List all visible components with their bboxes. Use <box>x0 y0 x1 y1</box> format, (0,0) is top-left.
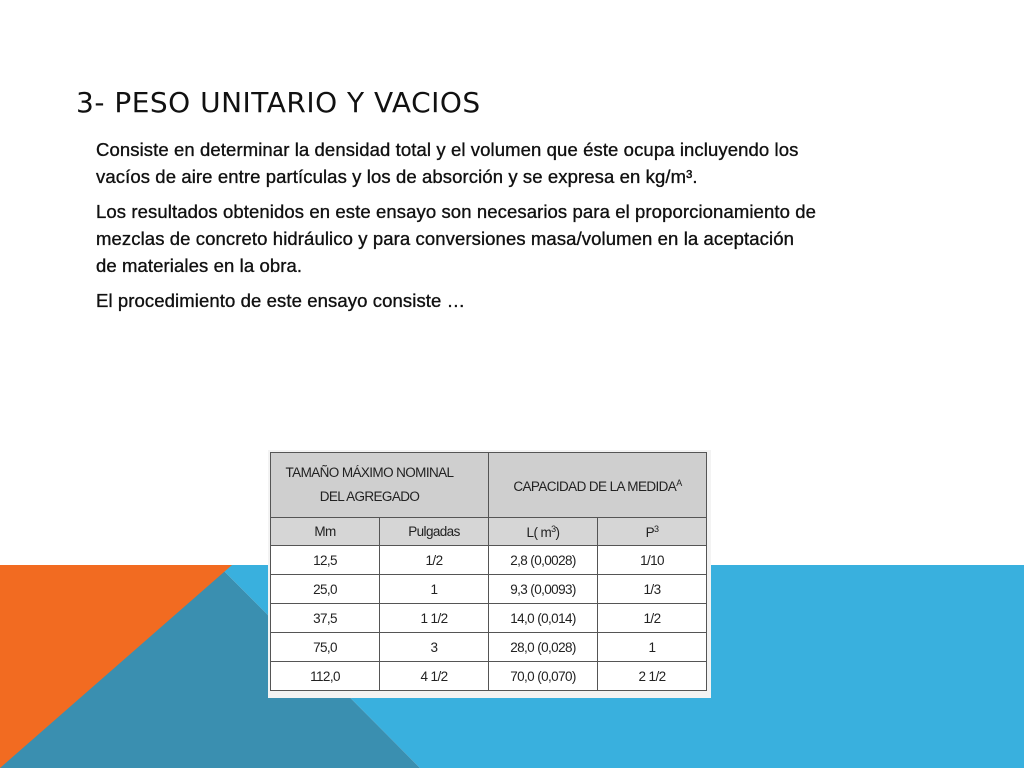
col-cubic-feet-label: P <box>645 524 654 540</box>
cell-mm: 37,5 <box>271 604 380 633</box>
col-pulgadas-label: Pulgadas <box>408 524 460 539</box>
cell-liters: 2,8 (0,0028) <box>489 546 598 575</box>
slide-body <box>96 136 816 322</box>
table-subheader-row <box>271 518 707 546</box>
slide-title: 3- PESO UNITARIO Y VACIOS <box>76 86 481 119</box>
col-cubic-feet-sup: 3 <box>654 523 659 534</box>
table-row <box>271 546 707 575</box>
header-measure-capacity <box>489 453 707 518</box>
header-measure-capacity-sup: A <box>676 478 682 488</box>
table-row <box>271 662 707 691</box>
paragraph-results: Los resultados obtenidos en este ensayo son necesarios para el proporcionamiento de mezclas de concreto hidráulico y para conversiones masa/volumen en la aceptación de materiales en la obra. <box>96 201 816 276</box>
table-header-row <box>271 453 707 518</box>
table-row <box>271 604 707 633</box>
cell-pulgadas: 1/2 <box>380 546 489 575</box>
paragraph-definition: Consiste en determinar la densidad total y el volumen que éste ocupa incluyendo los vacíos de aire entre partículas y los de absorción y se expresa en kg/m³. <box>96 139 799 187</box>
header-nominal-size <box>271 453 489 518</box>
measure-capacity-table-image <box>268 450 711 698</box>
cell-pulgadas: 1 <box>380 575 489 604</box>
cell-pulgadas: 1 1/2 <box>380 604 489 633</box>
paragraph-procedure: El procedimiento de este ensayo consiste … <box>96 290 466 311</box>
cell-pulgadas: 3 <box>380 633 489 662</box>
cell-pulgadas: 4 1/2 <box>380 662 489 691</box>
col-mm-label: Mm <box>314 524 336 539</box>
col-liters-sup: 3 <box>551 523 556 534</box>
col-liters-label: L( m <box>526 524 552 540</box>
cell-cubic-feet: 1 <box>598 633 707 662</box>
measure-capacity-table <box>270 452 707 691</box>
header-nominal-size-label: TAMAÑO MÁXIMO NOMINAL DEL AGREGADO <box>285 465 454 504</box>
cell-mm: 75,0 <box>271 633 380 662</box>
col-mm <box>271 518 380 546</box>
cell-mm: 112,0 <box>271 662 380 691</box>
cell-cubic-feet: 1/2 <box>598 604 707 633</box>
cell-cubic-feet: 1/3 <box>598 575 707 604</box>
table-row <box>271 575 707 604</box>
col-pulgadas <box>380 518 489 546</box>
cell-mm: 12,5 <box>271 546 380 575</box>
cell-cubic-feet: 2 1/2 <box>598 662 707 691</box>
col-liters <box>489 518 598 546</box>
cell-liters: 14,0 (0,014) <box>489 604 598 633</box>
cell-liters: 9,3 (0,0093) <box>489 575 598 604</box>
table-row <box>271 633 707 662</box>
col-liters-suffix: ) <box>555 524 560 540</box>
col-cubic-feet <box>598 518 707 546</box>
header-measure-capacity-label: CAPACIDAD DE LA MEDIDA <box>513 479 677 494</box>
cell-liters: 70,0 (0,070) <box>489 662 598 691</box>
cell-mm: 25,0 <box>271 575 380 604</box>
cell-liters: 28,0 (0,028) <box>489 633 598 662</box>
cell-cubic-feet: 1/10 <box>598 546 707 575</box>
